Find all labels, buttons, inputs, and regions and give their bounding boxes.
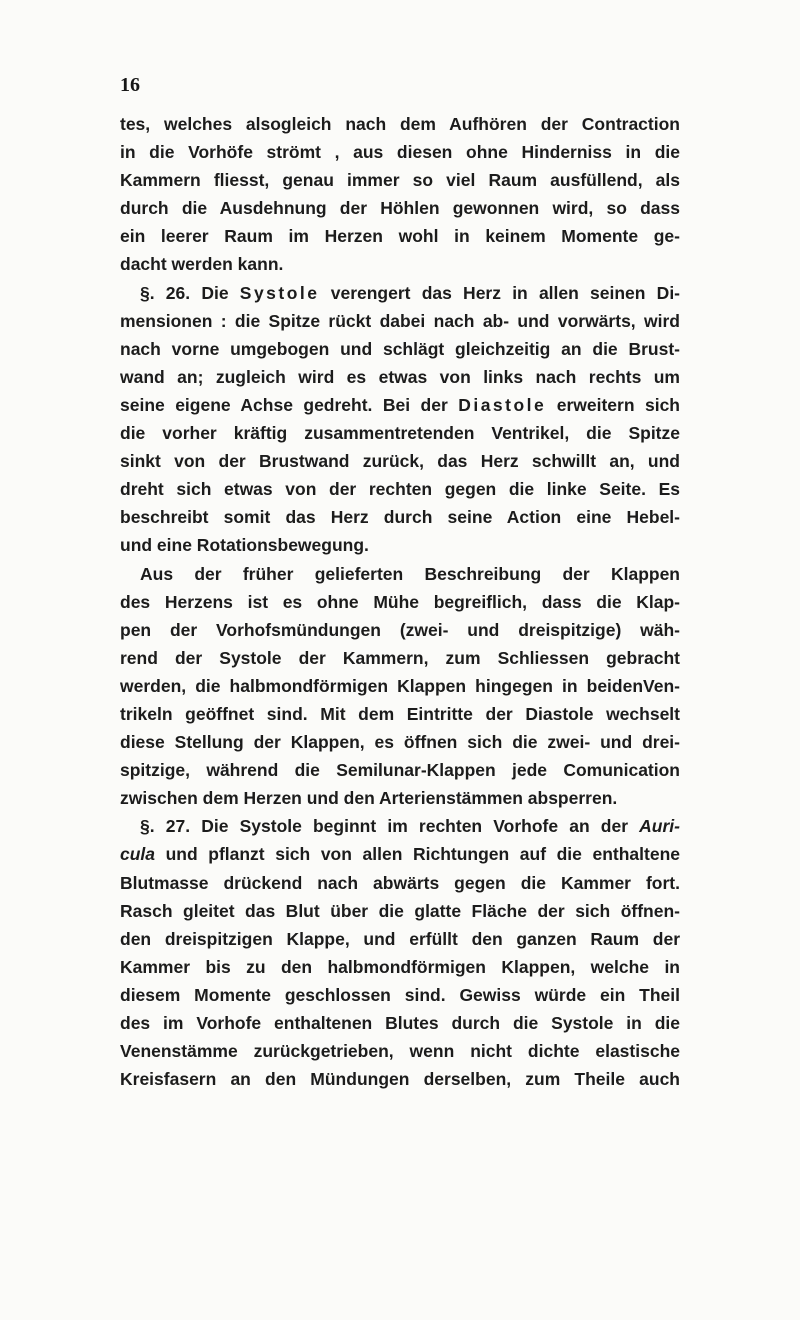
- text-line: die vorher kräftig zusammentretenden Ventrikel, die Spitze: [120, 423, 680, 444]
- text-line: Venenstämme zurückgetrieben, wenn nicht dichte elastische: [120, 1041, 680, 1062]
- text-line: dreht sich etwas von der rechten gegen die linke Seite. Es: [120, 479, 680, 500]
- text-line: durch die Ausdehnung der Höhlen gewonnen wird, so dass: [120, 198, 680, 219]
- text-line: tes, welches alsogleich nach dem Aufhören der Contraction: [120, 114, 680, 134]
- text-line: Blutmasse drückend nach abwärts gegen die Kammer fort.: [120, 872, 680, 893]
- text-span: §. 27. Die Systole beginnt im rechten Vorhofe an der: [140, 816, 640, 837]
- text-line: trikeln geöffnet sind. Mit dem Eintritte der Diastole wechselt: [120, 703, 680, 724]
- text-line: Aus der früher gelieferten Beschreibung der Klappen: [140, 563, 680, 584]
- body-text: [120, 110, 680, 1093]
- text-line: [120, 391, 680, 419]
- text-line: diesem Momente geschlossen sind. Gewiss würde ein Theil: [120, 984, 680, 1005]
- text-line: dacht werden kann.: [120, 254, 284, 275]
- text-line: und eine Rotationsbewegung.: [120, 535, 369, 556]
- text-span: verengert das Herz in allen seinen Di-: [319, 282, 680, 303]
- text-line: zwischen dem Herzen und den Arterienstämmen absperren.: [120, 788, 618, 809]
- term-auricula: Auri-: [639, 816, 680, 837]
- text-span: erweitern sich: [546, 394, 680, 415]
- text-line: in die Vorhöfe strömt , aus diesen ohne Hinderniss in die: [120, 142, 680, 163]
- text-line: sinkt von der Brustwand zurück, das Herz schwillt an, und: [120, 451, 680, 472]
- text-line: des Herzens ist es ohne Mühe begreiflich, dass die Klap-: [120, 591, 680, 612]
- section-26-heading-line: [120, 279, 680, 307]
- text-span: seine eigene Achse gedreht. Bei der: [120, 394, 459, 415]
- text-line: spitzige, während die Semilunar-Klappen jede Comunication: [120, 760, 680, 781]
- text-line: ein leerer Raum im Herzen wohl in keinem Momente ge-: [120, 226, 680, 247]
- text-line: rend der Systole der Kammern, zum Schliessen gebracht: [120, 647, 680, 668]
- text-line: Kreisfasern an den Mündungen derselben, zum Theile auch: [120, 1069, 680, 1090]
- text-line: Kammern fliesst, genau immer so viel Raum ausfüllend, als: [120, 170, 680, 191]
- text-line: Kammer bis zu den halbmondförmigen Klappen, welche in: [120, 956, 680, 977]
- text-line: nach vorne umgebogen und schlägt gleichzeitig an die Brust-: [120, 338, 680, 359]
- text-line: mensionen : die Spitze rückt dabei nach ab- und vorwärts, wird: [120, 310, 680, 331]
- text-line: [120, 840, 680, 868]
- section-27-heading-line: [120, 812, 680, 840]
- text-line: den dreispitzigen Klappe, und erfüllt den ganzen Raum der: [120, 928, 680, 949]
- term-systole: Systole: [239, 282, 320, 303]
- text-span: und pflanzt sich von allen Richtungen auf die enthaltene: [155, 844, 680, 865]
- text-line: wand an; zugleich wird es etwas von links nach rechts um: [120, 366, 680, 387]
- page-number: 16: [120, 74, 140, 96]
- text-line: diese Stellung der Klappen, es öffnen sich die zwei- und drei-: [120, 732, 680, 753]
- text-line: des im Vorhofe enthaltenen Blutes durch die Systole in die: [120, 1013, 680, 1033]
- text-line: beschreibt somit das Herz durch seine Action eine Hebel-: [120, 507, 680, 528]
- text-line: pen der Vorhofsmündungen (zwei- und dreispitzige) wäh-: [120, 619, 680, 640]
- term-diastole: Diastole: [458, 394, 547, 415]
- text-span: §. 26. Die: [140, 282, 240, 303]
- text-line: werden, die halbmondförmigen Klappen hingegen in beidenVen-: [120, 675, 680, 696]
- term-auricula-cont: cula: [120, 844, 156, 865]
- text-line: Rasch gleitet das Blut über die glatte Fläche der sich öffnen-: [120, 900, 680, 921]
